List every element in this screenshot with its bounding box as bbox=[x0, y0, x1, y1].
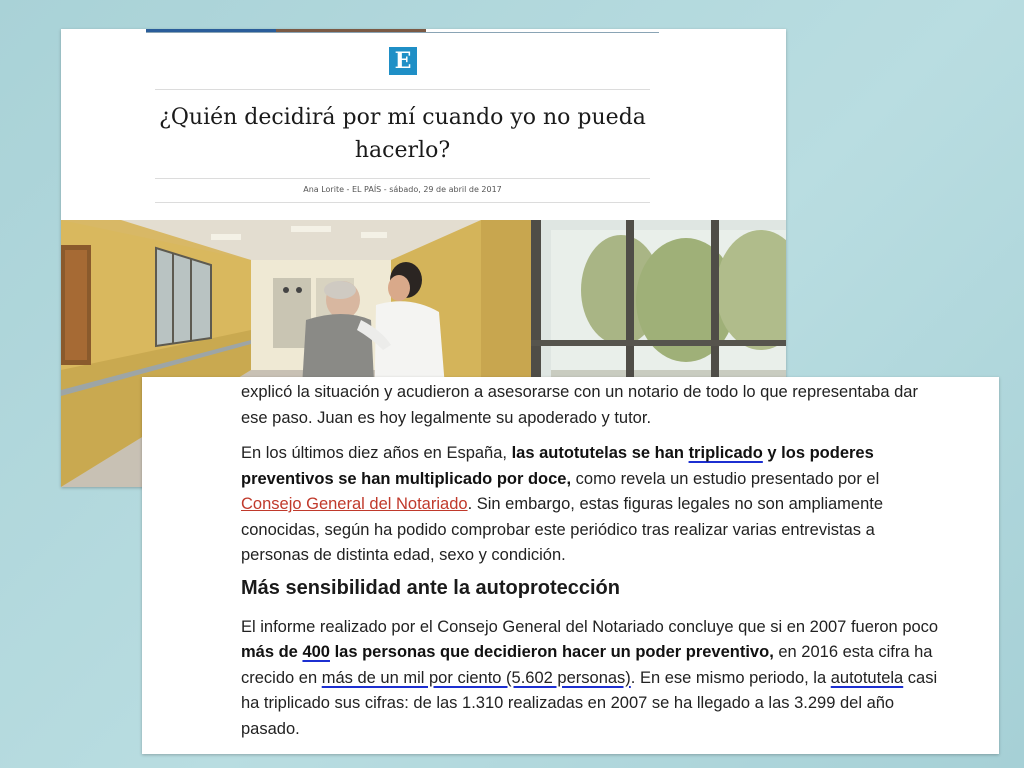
notariado-link[interactable]: Consejo General del Notariado bbox=[241, 495, 468, 513]
article-excerpt-card bbox=[142, 377, 999, 754]
divider bbox=[155, 202, 650, 203]
bold-statement: más de 400 las personas que decidieron hacer un poder preventivo, bbox=[241, 643, 774, 661]
el-pais-logo: E bbox=[389, 47, 417, 75]
handwritten-underline-triplicado: triplicado bbox=[688, 444, 763, 462]
article-byline: Ana Lorite - EL PAÍS - sábado, 29 de abril de 2017 bbox=[303, 185, 502, 194]
section-subheading: Más sensibilidad ante la autoprotección bbox=[241, 576, 620, 599]
paragraph-report: El informe realizado por el Consejo General del Notariado concluye que si en 2007 fueron poco más de 400 las personas que decidieron hacer un poder preventivo, en 2016 esta cifra ha crecido en más de un mil por ciento (5.602 personas). En ese mismo periodo, la autotutela casi ha triplicado sus cifras: de las 1.310 realizadas en 2007 se ha llegado a las 3.299 del año pasado. bbox=[241, 617, 939, 738]
handwritten-underline-autotutela: autotutela bbox=[830, 668, 904, 687]
handwritten-underline-phrase: más de un mil por ciento (5.602 personas) bbox=[321, 668, 631, 687]
article-headline: ¿Quién decidirá por mí cuando yo no pueda hacerlo? bbox=[159, 105, 646, 163]
divider bbox=[155, 89, 650, 90]
paragraph-intro: explicó la situación y acudieron a asesorarse con un notario de todo lo que representaba dar ese paso. Juan es hoy legalmente su apoderado y tutor. bbox=[241, 383, 918, 427]
handwritten-underline-400: 400 bbox=[302, 643, 330, 661]
article-body bbox=[241, 380, 941, 742]
bold-statement: las autotutelas se han triplicado y los poderes preventivos se han multiplicado por doce, bbox=[241, 444, 874, 488]
paragraph-statistics: En los últimos diez años en España, las autotutelas se han triplicado y los poderes preventivos se han multiplicado por doce, como revela un estudio presentado por el Consejo General del Notariado. Sin embargo, estas figuras legales no son ampliamente conocidas, según ha podido comprobar este periódico tras realizar varias entrevistas a personas de distinta edad, sexo y condición. bbox=[241, 444, 884, 564]
divider bbox=[155, 178, 650, 179]
top-image-strip bbox=[146, 29, 659, 33]
